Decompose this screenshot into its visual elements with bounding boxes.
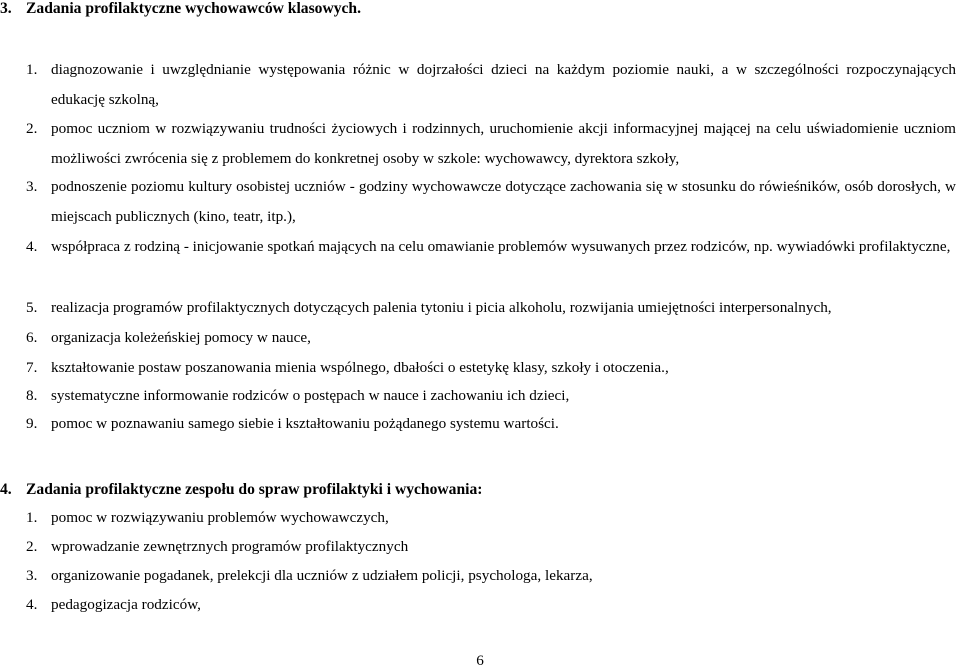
section-4-number: 4. [0,481,12,498]
list-item-number: 7. [26,359,38,376]
section-3-number: 3. [0,0,12,17]
section-3-title: Zadania profilaktyczne wychowawców klasowych. [26,0,361,17]
list-item-number: 2. [26,538,38,555]
list-item-number: 4. [26,596,38,613]
list-item [26,381,956,411]
list-item-number: 6. [26,329,38,346]
list-item-text: systematyczne informowanie rodziców o postępach w nauce i zachowaniu ich dzieci, [51,387,570,404]
list-item [26,409,956,439]
list-item-number: 2. [26,120,38,137]
list-item-text: podnoszenie poziomu kultury osobistej uczniów - godziny wychowawcze dotyczące zachowania się w stosunku do rówieśników, osób dorosłych, w miejscach publicznych (kino, teatr, itp.), [51,178,956,225]
list-item-text: pomoc uczniom w rozwiązywaniu trudności życiowych i rodzinnych, uruchomienie akcji informacyjnej mającej na celu uświadomienie uczniom możliwości zwrócenia się z problemem do konkretnej osoby w szkole: wychowawcy, dyrektora szkoły, [51,120,956,167]
list-item-text: pomoc w poznawaniu samego siebie i kształtowaniu pożądanego systemu wartości. [51,415,559,432]
list-item [26,172,956,232]
list-item-text: pedagogizacja rodziców, [51,596,201,613]
list-item [26,561,956,591]
section-4-title: Zadania profilaktyczne zespołu do spraw profilaktyki i wychowania: [26,481,483,498]
section-4-heading [0,481,482,499]
list-item-text: pomoc w rozwiązywaniu problemów wychowawczych, [51,509,389,526]
list-item-text: organizowanie pogadanek, prelekcji dla uczniów z udziałem policji, psychologa, lekarza, [51,567,593,584]
list-item-text: współpraca z rodziną - inicjowanie spotkań mających na celu omawianie problemów wysuwanych przez rodziców, np. wywiadówki profilaktyczne, [51,238,951,255]
list-item-number: 9. [26,415,38,432]
page-number: 6 [476,652,484,669]
list-item-number: 8. [26,387,38,404]
list-item-number: 4. [26,238,38,255]
list-item-number: 1. [26,509,38,526]
list-item [26,503,956,533]
list-item-text: kształtowanie postaw poszanowania mienia wspólnego, dbałości o estetykę klasy, szkoły i otoczenia., [51,359,669,376]
list-item-text: organizacja koleżeńskiej pomocy w nauce, [51,329,311,346]
list-item-text: realizacja programów profilaktycznych dotyczących palenia tytoniu i picia alkoholu, rozwijania umiejętności interpersonalnych, [51,299,832,316]
list-item-number: 5. [26,299,38,316]
list-item-number: 1. [26,61,38,78]
list-item [26,55,956,115]
list-item [26,590,956,620]
list-item-text: diagnozowanie i uwzględnianie występowania różnic w dojrzałości dzieci na każdym poziomie nauki, a w szczególności rozpoczynających edukację szkolną, [51,61,956,108]
list-item [26,232,956,262]
section-3-heading [0,0,361,18]
list-item-number: 3. [26,567,38,584]
list-item [26,532,956,562]
list-item [26,293,956,323]
list-item [26,114,956,174]
list-item-text: wprowadzanie zewnętrznych programów profilaktycznych [51,538,409,555]
list-item-number: 3. [26,178,38,195]
list-item [26,353,956,383]
list-item [26,323,956,353]
